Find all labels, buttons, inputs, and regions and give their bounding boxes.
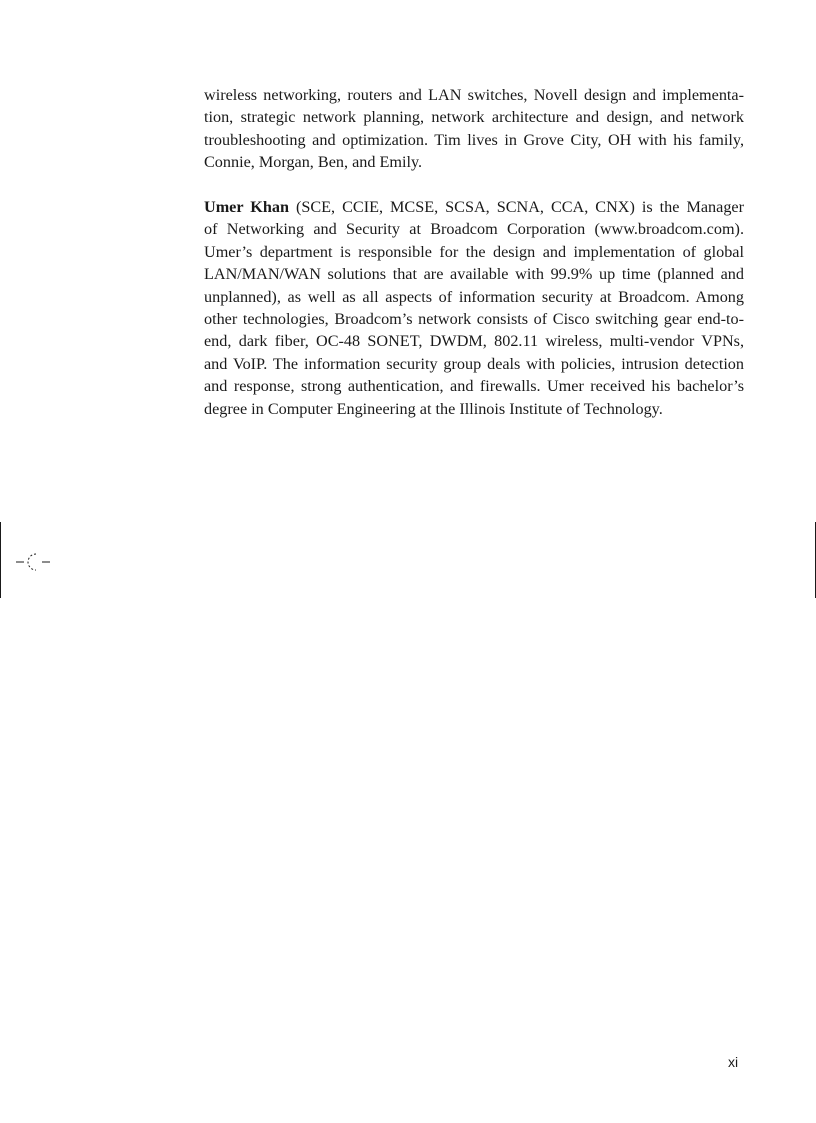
text-line: degree in Computer Engineering at the Illinois Institute of Technology.: [204, 399, 663, 418]
registration-mark-icon: [16, 550, 56, 574]
text-line: troubleshooting and optimization. Tim lives in Grove City, OH with his family,: [204, 130, 744, 149]
text-line: tion, strategic network planning, network architecture and design, and network: [204, 108, 744, 127]
text-line: LAN/MAN/WAN solutions that are available with 99.9% up time (planned and: [204, 265, 744, 284]
page-number: xi: [728, 1054, 739, 1070]
text-line: of Networking and Security at Broadcom Corporation (www.broadcom.com).: [204, 220, 744, 239]
text-line: other technologies, Broadcom’s network consists of Cisco switching gear end-to-: [204, 310, 744, 329]
text-line: Connie, Morgan, Ben, and Emily.: [204, 153, 423, 172]
bio-paragraph-tim: [204, 84, 744, 174]
paragraph-spacer: [204, 174, 744, 197]
crop-mark-left: [0, 522, 1, 598]
text-line: unplanned), as well as all aspects of information security at Broadcom. Among: [204, 287, 744, 306]
bio-paragraph-umer-khan: [204, 196, 744, 420]
text-line: end, dark fiber, OC-48 SONET, DWDM, 802.11 wireless, multi-vendor VPNs,: [204, 332, 744, 351]
text-line-first: [204, 196, 744, 218]
author-name: Umer Khan: [204, 198, 289, 217]
text-line: Umer’s department is responsible for the design and implementation of global: [204, 242, 744, 261]
text-line: and VoIP. The information security group deals with policies, intrusion detection: [204, 354, 744, 373]
author-credentials: (SCE, CCIE, MCSE, SCSA, SCNA, CCA, CNX) is the Manager: [288, 198, 744, 217]
bio-text-block: [204, 84, 744, 420]
text-line: wireless networking, routers and LAN switches, Novell design and implementa-: [204, 86, 744, 104]
text-line: and response, strong authentication, and firewalls. Umer received his bachelor’s: [204, 377, 744, 396]
